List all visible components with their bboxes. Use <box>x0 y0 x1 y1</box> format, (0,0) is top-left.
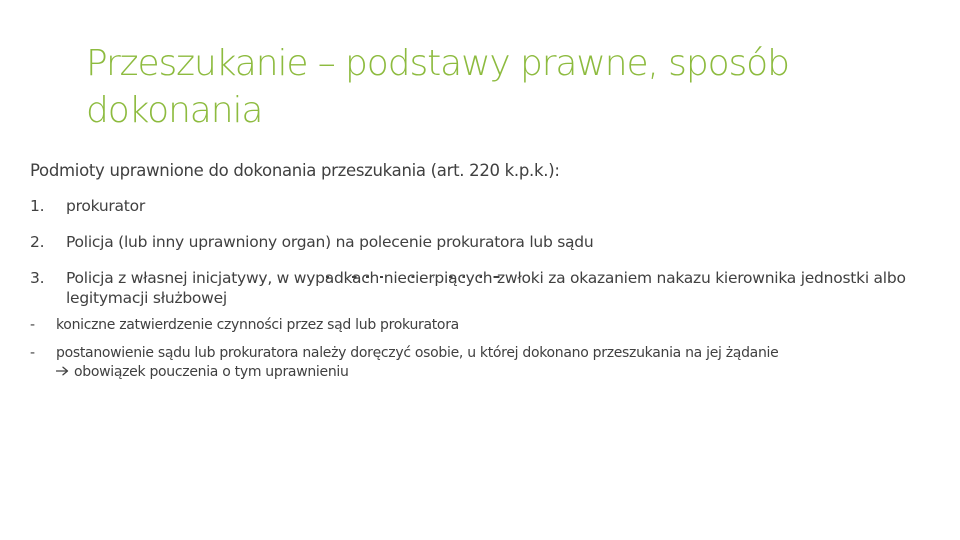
list-item <box>30 268 930 308</box>
right-arrow-icon <box>56 363 69 382</box>
note-text: koniczne zatwierdzenie czynności przez sąd lub prokuratora <box>56 317 459 333</box>
underlined-phrase: wypadkach niecierpiących zwłoki <box>293 269 544 287</box>
note-text: postanowienie sądu lub prokuratora należy doręczyć osobie, u której dokonano przeszukania na jej żądanie <box>56 345 779 361</box>
list-item-text: prokurator <box>66 197 145 215</box>
list-item-text-start: Policja z własnej inicjatywy, w <box>66 269 294 287</box>
intro-text: Podmioty uprawnione do dokonania przeszukania (art. 220 k.p.k.): <box>30 161 560 180</box>
slide-title: Przeszukanie – podstawy prawne, sposób dokonania <box>86 43 789 131</box>
list-number: 1. <box>30 197 45 215</box>
dash-marker: - <box>30 345 35 361</box>
list-item-text <box>66 268 930 308</box>
list-item <box>30 196 930 216</box>
note-item <box>30 316 930 335</box>
dash-marker: - <box>30 317 35 333</box>
list-item-text-end: za okazaniem nakazu kierownika jednostki albo legitymacji służbowej <box>66 269 906 307</box>
note-subtext-line <box>56 363 930 382</box>
note-subtext: obowiązek pouczenia o tym uprawnieniu <box>74 364 349 380</box>
list-item <box>30 232 930 252</box>
note-item <box>30 344 930 382</box>
list-number: 3. <box>30 269 45 287</box>
list-number: 2. <box>30 233 45 251</box>
list-item-text: Policja (lub inny uprawniony organ) na polecenie prokuratora lub sądu <box>66 233 594 251</box>
